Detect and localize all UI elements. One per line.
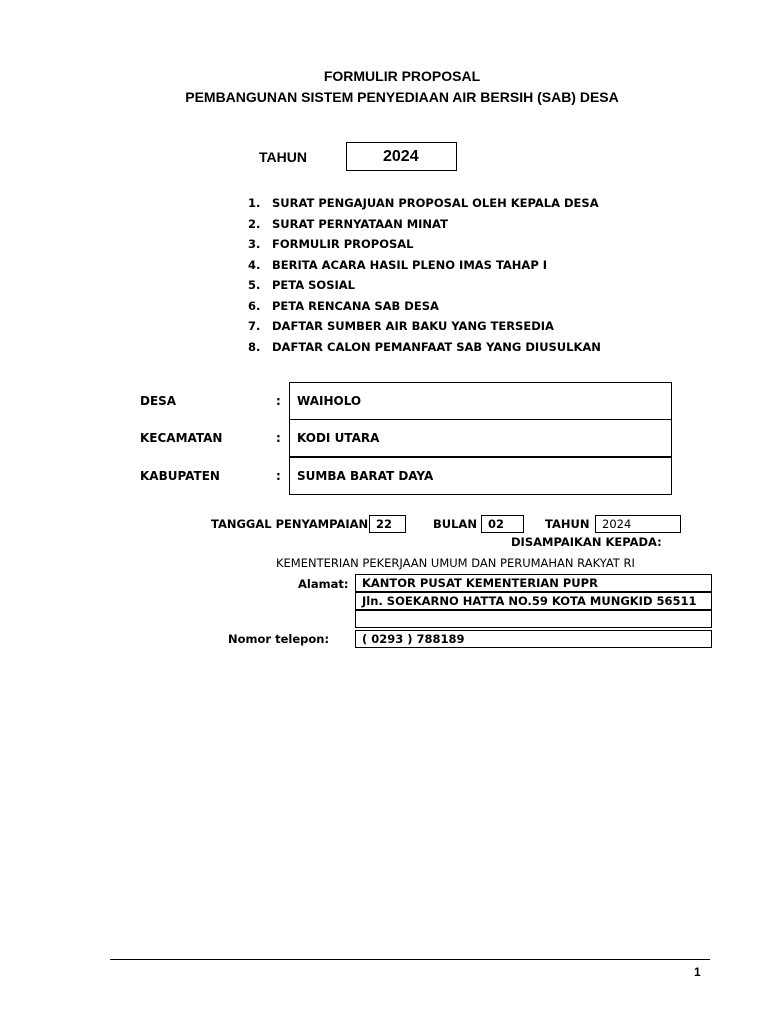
list-item-number: 7. bbox=[248, 319, 261, 333]
list-item-text: FORMULIR PROPOSAL bbox=[272, 237, 414, 251]
submission-day-field[interactable]: 22 bbox=[369, 515, 406, 533]
list-item-text: PETA SOSIAL bbox=[272, 278, 355, 292]
footer-divider bbox=[110, 959, 710, 960]
list-item-text: BERITA ACARA HASIL PLENO IMAS TAHAP I bbox=[272, 257, 548, 272]
year-label: TAHUN bbox=[259, 149, 307, 165]
list-item bbox=[248, 195, 601, 216]
list-item-number: 1. bbox=[248, 196, 261, 210]
phone-label: Nomor telepon: bbox=[228, 632, 330, 646]
list-item bbox=[248, 277, 601, 298]
list-item bbox=[248, 257, 601, 278]
kabupaten-label: KABUPATEN bbox=[140, 469, 220, 483]
list-item bbox=[248, 339, 601, 360]
desa-label: DESA bbox=[140, 394, 177, 408]
list-item-text: SURAT PENGAJUAN PROPOSAL OLEH KEPALA DESA bbox=[272, 196, 599, 210]
form-subtitle: PEMBANGUNAN SISTEM PENYEDIAAN AIR BERSIH (SAB) DESA bbox=[185, 89, 619, 105]
colon: : bbox=[276, 394, 281, 408]
list-item-text: DAFTAR CALON PEMANFAAT SAB YANG DIUSULKAN bbox=[272, 339, 601, 354]
list-item-number: 6. bbox=[248, 298, 261, 313]
list-item bbox=[248, 216, 601, 237]
list-item-text: SURAT PERNYATAAN MINAT bbox=[272, 216, 448, 231]
recipient-name: KEMENTERIAN PEKERJAAN UMUM DAN PERUMAHAN RAKYAT RI bbox=[276, 556, 635, 570]
colon: : bbox=[276, 431, 281, 445]
desa-field[interactable]: WAIHOLO bbox=[289, 382, 672, 420]
submission-date-label: TANGGAL PENYAMPAIAN bbox=[211, 517, 369, 531]
kecamatan-field[interactable]: KODI UTARA bbox=[289, 419, 672, 457]
list-item bbox=[248, 318, 601, 339]
delivered-to-label: DISAMPAIKAN KEPADA: bbox=[511, 535, 662, 549]
submission-year-label: TAHUN bbox=[545, 517, 590, 531]
address-line-3[interactable] bbox=[355, 610, 712, 628]
kabupaten-field[interactable]: SUMBA BARAT DAYA bbox=[289, 457, 672, 495]
address-line-1[interactable]: KANTOR PUSAT KEMENTERIAN PUPR bbox=[355, 574, 712, 592]
month-label: BULAN bbox=[433, 517, 477, 531]
kecamatan-label: KECAMATAN bbox=[140, 431, 223, 445]
list-item-number: 5. bbox=[248, 278, 261, 292]
phone-field[interactable]: ( 0293 ) 788189 bbox=[355, 630, 712, 648]
list-item bbox=[248, 298, 601, 319]
colon: : bbox=[276, 469, 281, 483]
submission-month-field[interactable]: 02 bbox=[481, 515, 524, 533]
list-item bbox=[248, 236, 601, 257]
list-item-number: 8. bbox=[248, 339, 261, 354]
list-item-text: PETA RENCANA SAB DESA bbox=[272, 298, 439, 313]
address-label: Alamat: bbox=[298, 577, 349, 591]
list-item-text: DAFTAR SUMBER AIR BAKU YANG TERSEDIA bbox=[272, 319, 554, 333]
year-field[interactable]: 2024 bbox=[346, 142, 457, 171]
document-checklist bbox=[248, 195, 601, 359]
address-line-2[interactable]: Jln. SOEKARNO HATTA NO.59 KOTA MUNGKID 56511 bbox=[355, 592, 712, 610]
submission-year-field[interactable]: 2024 bbox=[595, 515, 681, 533]
list-item-number: 3. bbox=[248, 237, 261, 251]
form-title: FORMULIR PROPOSAL bbox=[323, 68, 481, 84]
list-item-number: 4. bbox=[248, 257, 261, 272]
list-item-number: 2. bbox=[248, 216, 261, 231]
page-number: 1 bbox=[694, 965, 701, 979]
